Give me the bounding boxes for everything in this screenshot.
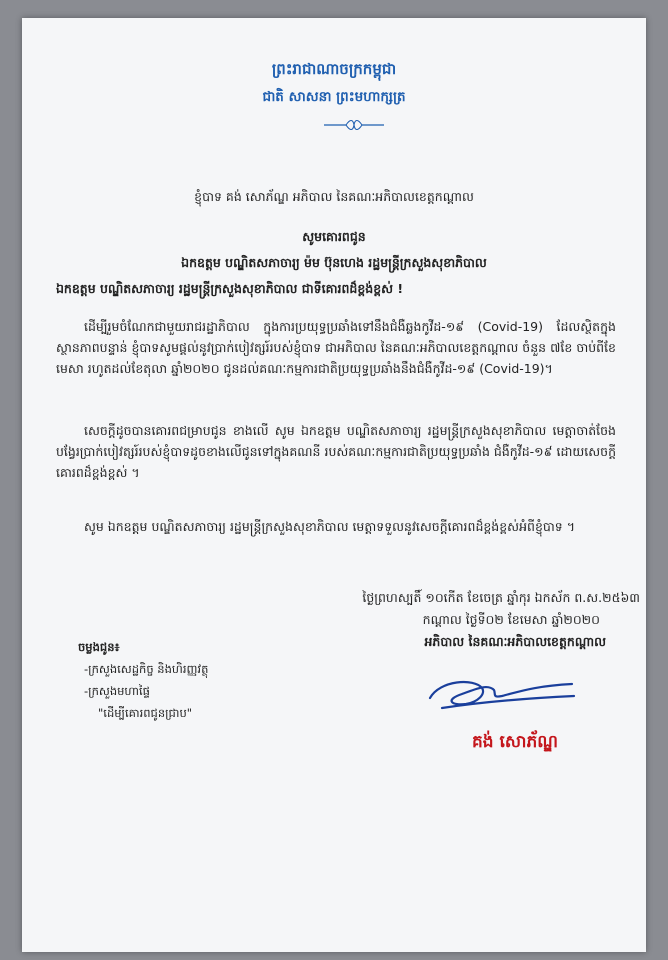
ornament-icon bbox=[322, 118, 386, 132]
solar-date: កណ្ដាល ថ្ងៃទី០២ ខែមេសា ឆ្នាំ២០២០ bbox=[422, 612, 600, 627]
sender-line: ខ្ញុំបាទ គង់ សោភ័ណ្ឌ អភិបាល នៃគណៈអភិបាលខេត្តកណ្ដាល bbox=[194, 189, 474, 204]
letter-paper bbox=[22, 18, 646, 952]
signer-title: អភិបាល នៃគណៈអភិបាលខេត្តកណ្ដាល bbox=[424, 634, 606, 649]
body-paragraph-1: ដើម្បីរួមចំណែកជាមួយរាជរដ្ឋាភិបាល ក្នុងការប្រយុទ្ធប្រឆាំងទៅនឹងជំងឺឆ្លងកូវីដ-១៩ (Covid-19) ដែលស្ថិតក្នុងស្ថានភាពបន្ទាន់ ខ្ញុំបាទសូមផ្ដល់នូវប្រាក់បៀវត្សរ៍របស់ខ្ញុំបាទ ជាអភិបាល នៃគណៈអភិបាលខេត្តកណ្ដាល ចំនួន ៧ខែ ចាប់ពីខែមេសា រហូតដល់ខែតុលា ឆ្នាំ២០២០ ជូនដល់គណៈកម្មការជាតិប្រយុទ្ធប្រឆាំងនឹងជំងឺកូវីដ-១៩ (Covid-19)។ bbox=[56, 319, 616, 376]
cc-heading: ចម្លងជូន៖ bbox=[78, 640, 120, 654]
signature-icon bbox=[422, 668, 582, 718]
signer-name: គង់ សោភ័ណ្ឌ bbox=[472, 732, 559, 752]
kingdom-header: ព្រះរាជាណាចក្រកម្ពុជា bbox=[271, 60, 397, 78]
salutation: សូមគោរពជូន bbox=[302, 229, 366, 244]
lunar-date: ថ្ងៃព្រហស្បតិ៍ ១០កើត ខែចេត្រ ឆ្នាំកុរ ឯកស័ក ព.ស.២៥៦៣ bbox=[362, 590, 640, 605]
body-paragraph-2: សេចក្ដីដូចបានគោរពជម្រាបជូន ខាងលើ សូម ឯកឧត្តម បណ្ឌិតសភាចារ្យ រដ្ឋមន្ត្រីក្រសួងសុខាភិបាល មេត្តាចាត់ចែងបង្វែរប្រាក់បៀវត្សរ៍របស់ខ្ញុំបាទដូចខាងលើជូនទៅក្នុងគណនី របស់គណៈកម្មការជាតិប្រយុទ្ធប្រឆាំង ជំងឺកូវីដ-១៩ ដោយសេចក្ដីគោរពដ៏ខ្ពង់ខ្ពស់ ។ bbox=[56, 423, 616, 480]
cc-item-1: -ក្រសួងសេដ្ឋកិច្ច និងហិរញ្ញវត្ថុ bbox=[84, 662, 209, 676]
cc-item-3: "ដើម្បីគោរពជូនជ្រាប" bbox=[98, 706, 193, 720]
recipient-line-1: ឯកឧត្តម បណ្ឌិតសភាចារ្យ ម៉ម ប៊ុនហេង រដ្ឋមន្ត្រីក្រសួងសុខាភិបាល bbox=[181, 255, 487, 270]
motto-header: ជាតិ សាសនា ព្រះមហាក្សត្រ bbox=[262, 89, 406, 105]
recipient-line-2: ឯកឧត្តម បណ្ឌិតសភាចារ្យ រដ្ឋមន្ត្រីក្រសួងសុខាភិបាល ជាទីគោរពដ៏ខ្ពង់ខ្ពស់ ! bbox=[56, 281, 404, 296]
cc-item-2: -ក្រសួងមហាផ្ទៃ bbox=[84, 684, 150, 698]
body-paragraph-3: សូម ឯកឧត្តម បណ្ឌិតសភាចារ្យ រដ្ឋមន្ត្រីក្រសួងសុខាភិបាល មេត្តាទទួលនូវសេចក្ដីគោរពដ៏ខ្ពង់ខ្ពស់អំពីខ្ញុំបាទ ។ bbox=[84, 519, 575, 534]
